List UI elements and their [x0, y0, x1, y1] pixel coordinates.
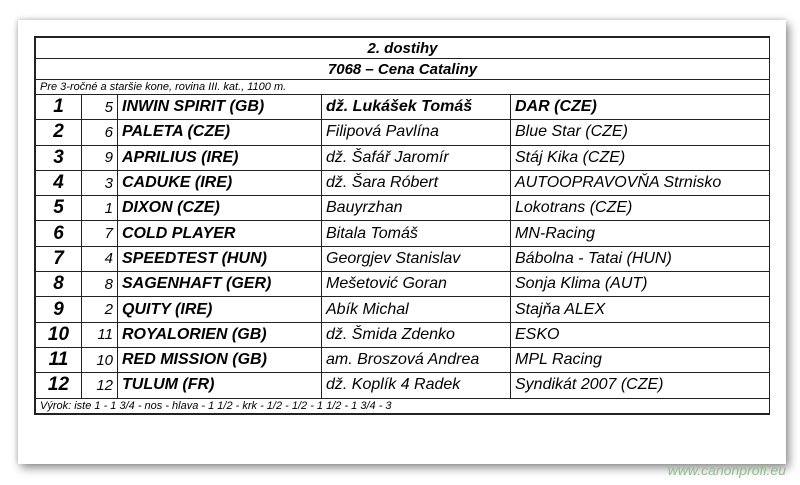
number-cell: 4	[82, 246, 118, 271]
race-conditions: Pre 3-ročné a staršie kone, rovina III. kat., 1100 m.	[36, 80, 770, 95]
place-cell: 5	[36, 196, 82, 221]
result-row	[36, 221, 770, 246]
race-title: 7068 – Cena Cataliny	[36, 59, 770, 80]
number-cell: 10	[82, 347, 118, 372]
race-heading: 2. dostihy	[36, 38, 770, 59]
result-row	[36, 322, 770, 347]
horse-cell: SPEEDTEST (HUN)	[118, 246, 322, 271]
jockey-cell: Abík Michal	[322, 297, 511, 322]
result-row	[36, 196, 770, 221]
results-table	[35, 37, 770, 414]
place-cell: 11	[36, 347, 82, 372]
result-row	[36, 373, 770, 398]
result-row	[36, 170, 770, 195]
horse-cell: APRILIUS (IRE)	[118, 145, 322, 170]
number-cell: 6	[82, 120, 118, 145]
jockey-cell: Bauyrzhan	[322, 196, 511, 221]
number-cell: 12	[82, 373, 118, 398]
horse-cell: QUITY (IRE)	[118, 297, 322, 322]
jockey-cell: dž. Šafář Jaromír	[322, 145, 511, 170]
owner-cell: MPL Racing	[511, 347, 770, 372]
number-cell: 9	[82, 145, 118, 170]
horse-cell: CADUKE (IRE)	[118, 170, 322, 195]
jockey-cell: Georgjev Stanislav	[322, 246, 511, 271]
horse-cell: COLD PLAYER	[118, 221, 322, 246]
place-cell: 1	[36, 95, 82, 120]
result-row	[36, 347, 770, 372]
place-cell: 6	[36, 221, 82, 246]
result-row	[36, 145, 770, 170]
number-cell: 7	[82, 221, 118, 246]
number-cell: 3	[82, 170, 118, 195]
place-cell: 9	[36, 297, 82, 322]
result-row	[36, 246, 770, 271]
jockey-cell: dž. Šara Róbert	[322, 170, 511, 195]
owner-cell: Lokotrans (CZE)	[511, 196, 770, 221]
place-cell: 7	[36, 246, 82, 271]
owner-cell: Stáj Kika (CZE)	[511, 145, 770, 170]
jockey-cell: am. Broszová Andrea	[322, 347, 511, 372]
watermark-text: www.canonprofi.eu	[667, 462, 786, 478]
place-cell: 2	[36, 120, 82, 145]
owner-cell: Stajňa ALEX	[511, 297, 770, 322]
horse-cell: PALETA (CZE)	[118, 120, 322, 145]
margins-line: Výrok: iste 1 - 1 3/4 - nos - hlava - 1 1/2 - krk - 1/2 - 1/2 - 1 1/2 - 1 3/4 - 3	[36, 398, 770, 413]
horse-cell: RED MISSION (GB)	[118, 347, 322, 372]
place-cell: 12	[36, 373, 82, 398]
jockey-cell: dž. Koplík 4 Radek	[322, 373, 511, 398]
jockey-cell: Filipová Pavlína	[322, 120, 511, 145]
jockey-cell: Mešetović Goran	[322, 272, 511, 297]
owner-cell: MN-Racing	[511, 221, 770, 246]
horse-cell: SAGENHAFT (GER)	[118, 272, 322, 297]
number-cell: 8	[82, 272, 118, 297]
number-cell: 1	[82, 196, 118, 221]
number-cell: 2	[82, 297, 118, 322]
place-cell: 10	[36, 322, 82, 347]
place-cell: 4	[36, 170, 82, 195]
jockey-cell: dž. Lukášek Tomáš	[322, 95, 511, 120]
owner-cell: AUTOOPRAVOVŇA Strnisko	[511, 170, 770, 195]
result-row	[36, 120, 770, 145]
place-cell: 3	[36, 145, 82, 170]
owner-cell: Bábolna - Tatai (HUN)	[511, 246, 770, 271]
number-cell: 11	[82, 322, 118, 347]
result-row	[36, 272, 770, 297]
horse-cell: TULUM (FR)	[118, 373, 322, 398]
owner-cell: Blue Star (CZE)	[511, 120, 770, 145]
owner-cell: ESKO	[511, 322, 770, 347]
result-row	[36, 95, 770, 120]
owner-cell: Sonja Klima (AUT)	[511, 272, 770, 297]
horse-cell: ROYALORIEN (GB)	[118, 322, 322, 347]
horse-cell: DIXON (CZE)	[118, 196, 322, 221]
place-cell: 8	[36, 272, 82, 297]
owner-cell: Syndikát 2007 (CZE)	[511, 373, 770, 398]
number-cell: 5	[82, 95, 118, 120]
race-results-sheet	[34, 36, 770, 415]
jockey-cell: dž. Šmida Zdenko	[322, 322, 511, 347]
owner-cell: DAR (CZE)	[511, 95, 770, 120]
jockey-cell: Bitala Tomáš	[322, 221, 511, 246]
result-row	[36, 297, 770, 322]
horse-cell: INWIN SPIRIT (GB)	[118, 95, 322, 120]
